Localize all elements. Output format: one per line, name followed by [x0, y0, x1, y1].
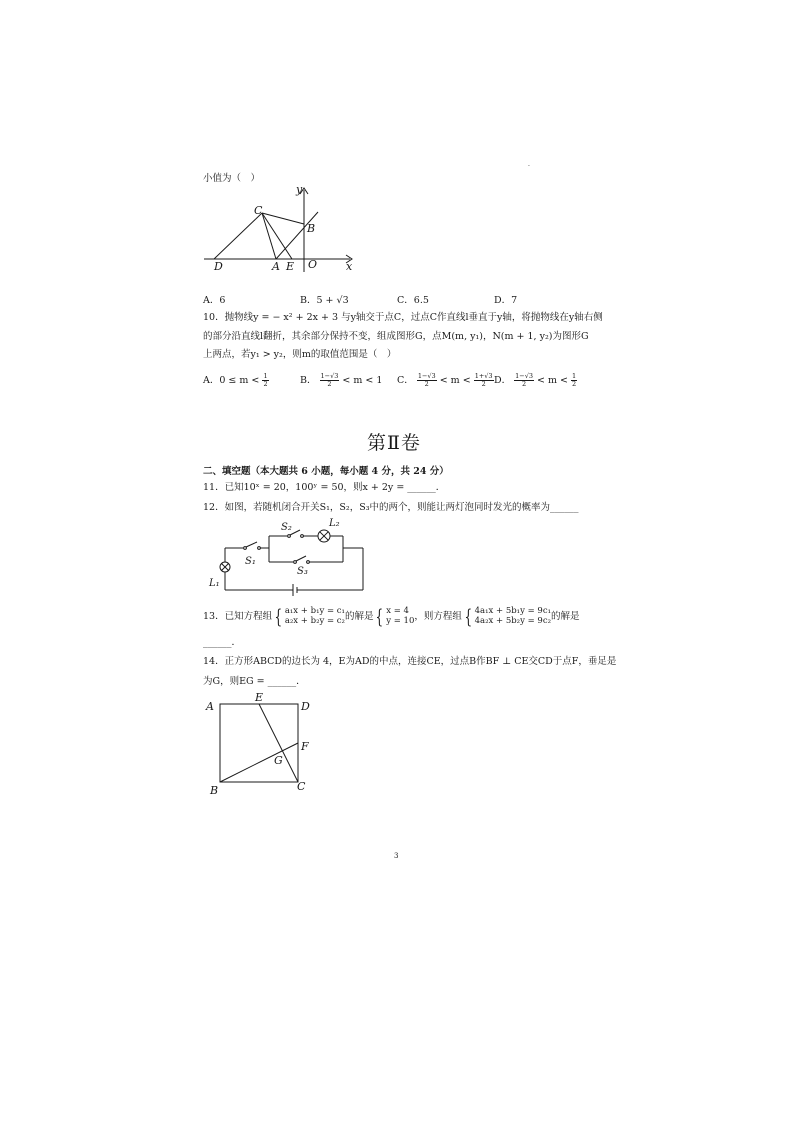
q13-line1: 13．已知方程组 { a₁x + b₁y = c₁ a₂x + b₂y = c₂ 的解是 { x = 4 y = 10 ，则方程组 { 4a₁x + 5b₁y = 9c₁ 4a₂x + 5b₂y = 9c₂ 的解是	[203, 604, 580, 628]
q13-system-2: { 4a₁x + 5b₁y = 9c₁ 4a₂x + 5b₂y = 9c₂	[464, 604, 551, 628]
label-D: D	[301, 700, 310, 713]
label-x: x	[346, 260, 353, 273]
q9-option-a[interactable]: A．6	[203, 295, 226, 306]
label-E: E	[255, 691, 264, 704]
switch-S1	[246, 542, 257, 547]
label-L1: L₁	[209, 578, 220, 589]
q14-line1: 14．正方形ABCD的边长为 4，E为AD的中点，连接CE，过点B作BF ⊥ CE交CD于点F，垂足是	[203, 656, 617, 667]
q10-line1: 10．抛物线y = − x² + 2x + 3 与y轴交于点C，过点C作直线l垂直于y轴，将抛物线在y轴右侧	[203, 312, 603, 323]
label-G: G	[274, 754, 283, 767]
q10-option-b-fraction: $\frac{1-√3}{2}$	[320, 372, 339, 388]
segment-CA	[262, 213, 276, 259]
q10-option-b[interactable]: B． $\frac{1-√3}{2}$ < m < 1	[300, 372, 383, 388]
label-B: B	[307, 222, 316, 235]
q9-option-d[interactable]: D．7	[494, 295, 518, 306]
label-A: A	[272, 260, 280, 273]
q13-solution: { x = 4 y = 10	[376, 604, 415, 628]
label-C: C	[297, 780, 306, 793]
label-E: E	[286, 260, 295, 273]
part2-title: 第Ⅱ卷	[367, 432, 421, 454]
label-S2: S₂	[281, 522, 292, 533]
label-C: C	[254, 204, 263, 217]
q10-line2: 的部分沿直线l翻折，其余部分保持不变，组成图形G，点M(m, y₁)，N(m + 1, y₂)为图形G	[203, 331, 589, 342]
q10-option-a[interactable]	[203, 372, 269, 388]
q10-line3: 上两点，若y₁ > y₂，则m的取值范围是（ ）	[203, 349, 397, 360]
switch-S3	[296, 556, 306, 561]
q10-option-d[interactable]: D． $\frac{1-√3}{2}$ < m < $\frac{1}{2}$	[494, 372, 577, 388]
q9-option-b[interactable]: B．5 + √3	[300, 295, 349, 306]
label-B: B	[210, 784, 219, 797]
section2-heading: 二、填空题（本大题共 6 小题，每小题 4 分，共 24 分）	[203, 466, 449, 477]
q9-option-c[interactable]: C．6.5	[397, 295, 429, 306]
q10-option-c[interactable]: C． $\frac{1-√3}{2}$ < m < $\frac{1+√3}{2}$	[397, 372, 493, 388]
label-A: A	[206, 700, 214, 713]
segment-DC	[214, 213, 262, 259]
corner-mark: .	[528, 161, 530, 168]
q13-line2: ______．	[203, 637, 242, 648]
q12: 12．如图，若随机闭合开关S₁，S₂，S₃中的两个，则能让两灯泡同时发光的概率为______	[203, 502, 579, 513]
q9-tail: 小值为（ ）	[203, 173, 261, 184]
line-AB-extended	[276, 212, 318, 259]
segment-EC	[259, 704, 298, 782]
label-O: O	[308, 258, 318, 271]
q11: 11．已知10ˣ = 20，100ʸ = 50，则x + 2y = ______．	[203, 482, 446, 493]
q10-option-a-text: A．0 ≤ m <	[203, 375, 260, 386]
q13-system-1: { a₁x + b₁y = c₁ a₂x + b₂y = c₂	[274, 604, 345, 628]
q14-line2: 为G，则EG = ______．	[203, 676, 306, 687]
segment-BF	[220, 743, 298, 782]
square-ABCD	[220, 704, 298, 782]
label-S1: S₁	[245, 556, 256, 567]
page-number: 3	[394, 852, 399, 860]
label-y: y	[296, 184, 303, 196]
label-D: D	[214, 260, 223, 273]
label-L2: L₂	[329, 518, 340, 529]
q10-option-a-fraction: $\frac{1}{2}$	[263, 372, 268, 388]
q12-circuit-diagram	[205, 518, 375, 598]
label-S3: S₃	[297, 566, 308, 577]
label-F: F	[301, 740, 309, 753]
q14-square-figure	[200, 690, 325, 800]
q9-coordinate-figure	[200, 184, 370, 276]
